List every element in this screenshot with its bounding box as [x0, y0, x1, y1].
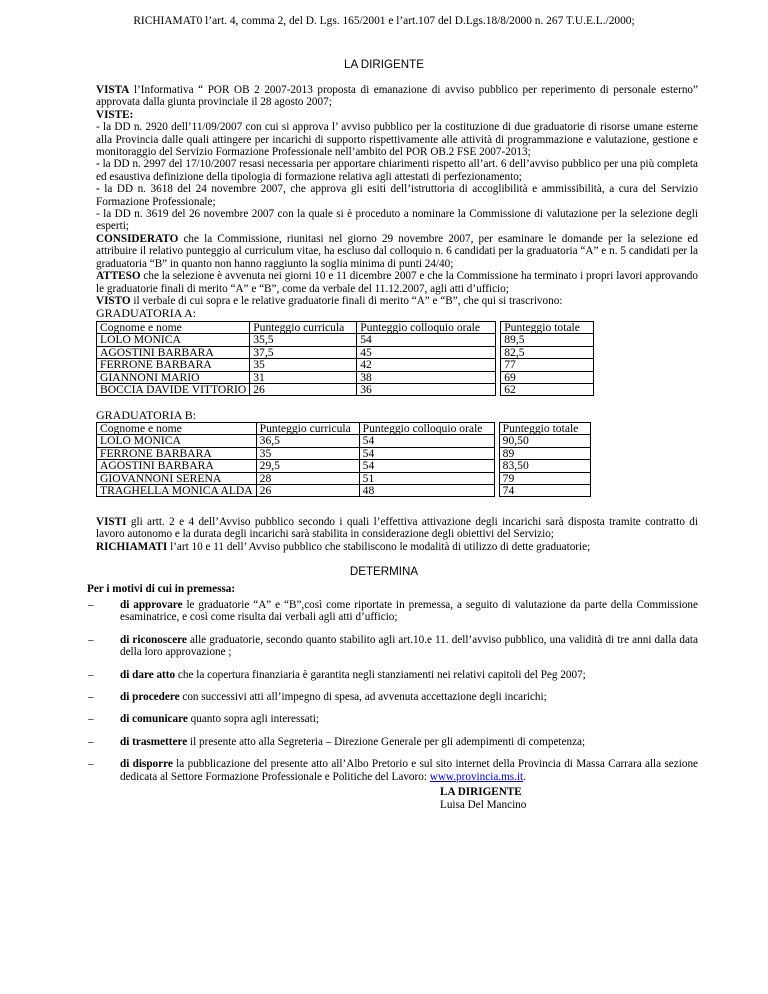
list-item: – di procedere con successivi atti all’impegno di spesa, ad avvenuta accettazione degli incarichi; — [88, 691, 547, 704]
dash-bullet-icon: – — [88, 691, 94, 704]
table-cell: FERRONE BARBARA — [97, 359, 250, 371]
table-row — [97, 359, 594, 371]
table-row — [97, 384, 594, 396]
signature-role: LA DIRIGENTE — [440, 786, 522, 798]
table-header-cell: Punteggio totale — [501, 322, 594, 334]
dash-bullet-icon: – — [88, 713, 94, 726]
premise-considerato: CONSIDERATO che la Commissione, riunitasi nel giorno 29 novembre 2007, per esaminare le domande per la selezione ed attribuire il relativo punteggio al curriculum vitae, ha escluso dal colloquio n. 6 candidati per la graduatoria “A” e n. 5 candidati per la graduatoria “B” in quanto non hanno raggiunto la soglia minima di punti 24/40; — [96, 232, 698, 270]
section-title-dirigente: LA DIRIGENTE — [344, 58, 424, 71]
list-item: – di trasmettere il presente atto alla Segreteria – Direzione Generale per gli adempimenti di competenza; — [88, 735, 586, 748]
table-row — [97, 447, 591, 459]
table-cell: 35,5 — [250, 334, 357, 346]
table-cell: 45 — [357, 346, 496, 358]
table-cell: 54 — [359, 447, 494, 459]
table-cell: 83,50 — [499, 460, 590, 472]
table-cell: 62 — [501, 384, 594, 396]
premise-dd-3619: - la DD n. 3619 del 26 novembre 2007 con la quale si è proceduto a nominare la Commissione di valutazione per la selezione degli esperti; — [96, 208, 698, 233]
table-header-row — [97, 322, 594, 334]
table-cell: 35 — [256, 447, 359, 459]
table-cell: 35 — [250, 359, 357, 371]
table-cell: 74 — [499, 485, 590, 497]
dash-bullet-icon: – — [88, 599, 94, 611]
table-row — [97, 472, 591, 484]
table-cell: 69 — [501, 371, 594, 383]
list-item: – di disporre la pubblicazione del presente atto all’Albo Pretorio e sul sito internet della Provincia di Massa Carrara alla sezione dedicata al Settore Formazione Professionale e Politiche del Lavoro: www.provincia.ms.it. — [88, 758, 698, 783]
table-cell: 51 — [359, 472, 494, 484]
table-header-cell: Punteggio colloquio orale — [357, 322, 496, 334]
table-cell: 31 — [250, 371, 357, 383]
table-cell: 77 — [501, 359, 594, 371]
list-item: – di riconoscere alle graduatorie, secondo quanto stabilito agli art.10.e 11. dell’avviso pubblico, una validità di tre anni dalla data della loro approvazione ; — [88, 633, 699, 659]
table-cell: 54 — [359, 435, 494, 447]
determination-list — [88, 599, 698, 793]
table-cell: 90,50 — [499, 435, 590, 447]
determina-heading: DETERMINA — [349, 565, 419, 578]
signature-block — [440, 786, 526, 811]
table-header-row — [97, 423, 591, 435]
dash-bullet-icon: – — [88, 758, 94, 771]
table-cell: LOLO MONICA — [97, 334, 250, 346]
table-cell: BOCCIA DAVIDE VITTORIO — [97, 384, 250, 396]
table-header-cell: Punteggio totale — [499, 423, 590, 435]
table-row — [97, 435, 591, 447]
table-cell: 89 — [499, 447, 590, 459]
table-cell: 89,5 — [501, 334, 594, 346]
document-header: RICHIAMAT0 l’art. 4, comma 2, del D. Lgs. 165/2001 e l’art.107 del D.Lgs.18/8/2000 n. 267 T.U.E.L./2000; — [133, 15, 635, 27]
table-cell: 36,5 — [256, 435, 359, 447]
table-cell: 26 — [250, 384, 357, 396]
premise-atteso: ATTESO che la selezione è avvenuta nei giorni 10 e 11 dicembre 2007 e che la Commissione ha terminato i propri lavori approvando le graduatorie finali di merito “A” e “B”, come da verbale del 11.12.2007, agli atti d’ufficio; — [96, 270, 698, 295]
motivi-heading: Per i motivi di cui in premessa: — [87, 583, 236, 595]
premises-block — [96, 84, 698, 307]
table-header-cell: Cognome e nome — [97, 322, 250, 334]
table-header-cell: Cognome e nome — [97, 423, 257, 435]
table-cell: FERRONE BARBARA — [97, 447, 257, 459]
table-cell: 42 — [357, 359, 496, 371]
table-header-cell: Punteggio curricula — [256, 423, 359, 435]
table-row — [97, 371, 594, 383]
table-cell: 29,5 — [256, 460, 359, 472]
table-cell: 48 — [359, 485, 494, 497]
table-cell: 54 — [359, 460, 494, 472]
graduatoria-b-label: GRADUATORIA B: — [96, 408, 197, 422]
table-cell: LOLO MONICA — [97, 435, 257, 447]
table-cell: AGOSTINI BARBARA — [97, 460, 257, 472]
list-item: – di approvare le graduatorie “A” e “B”,così come riportate in premessa, a seguito di valutazione da parte della Commissione esaminatrice, e così come risulta dai verbali agli atti d’ufficio; — [88, 599, 698, 624]
table-row — [97, 460, 591, 472]
graduatoria-a-table — [96, 321, 594, 396]
paragraph-richiamati: RICHIAMATI l’art 10 e 11 dell’ Avviso pubblico che stabiliscono le modalità di utilizzo di dette graduatorie; — [96, 540, 591, 553]
table-cell: AGOSTINI BARBARA — [97, 346, 250, 358]
table-cell: GIANNONI MARIO — [97, 371, 250, 383]
premise-dd-3618: - la DD n. 3618 del 24 novembre 2007, che approva gli esiti dell’istruttoria di accoglibilità e ammissibilità, a cura del Servizio Formazione Professionale; — [96, 183, 698, 208]
table-cell: 37,5 — [250, 346, 357, 358]
table-cell: GIOVANNONI SERENA — [97, 472, 257, 484]
table-cell: 79 — [499, 472, 590, 484]
table-cell: 38 — [357, 371, 496, 383]
table-row — [97, 485, 591, 497]
premise-visto: VISTO il verbale di cui sopra e le relative graduatorie finali di merito “A” e “B”, che qui si trascrivono: — [96, 294, 563, 307]
table-cell: TRAGHELLA MONICA ALDA — [97, 485, 257, 497]
list-item: – di dare atto che la copertura finanziaria è garantita negli stanziamenti nei relativi capitoli del Peg 2007; — [88, 668, 586, 681]
graduatoria-a-label: GRADUATORIA A: — [96, 306, 197, 320]
list-item: – di comunicare quanto sopra agli interessati; — [88, 713, 319, 726]
premise-dd-2997: - la DD n. 2997 del 17/10/2007 resasi necessaria per apportare chiarimenti rispetto all’art. 6 dell’avviso pubblico per una più completa ed esaustiva definizione della tipologia di formazione relativa agli attestati di perfezionamento; — [96, 158, 698, 183]
table-row — [97, 334, 594, 346]
table-cell: 28 — [256, 472, 359, 484]
premise-viste: VISTE: — [96, 108, 134, 121]
table-cell: 54 — [357, 334, 496, 346]
post-table-block — [96, 516, 698, 553]
table-cell: 36 — [357, 384, 496, 396]
signature-name: Luisa Del Mancino — [440, 798, 527, 811]
table-cell: 82,5 — [501, 346, 594, 358]
dash-bullet-icon: – — [88, 668, 94, 681]
table-row — [97, 346, 594, 358]
graduatoria-b-table — [96, 422, 591, 497]
dash-bullet-icon: – — [88, 735, 94, 748]
table-header-cell: Punteggio curricula — [250, 322, 357, 334]
premise-vista: VISTA l’Informativa “ POR OB 2 2007-2013 proposta di emanazione di avviso pubblico per reperimento di personale esterno” approvata dalla giunta provinciale il 28 agosto 2007; — [96, 84, 698, 109]
table-header-cell: Punteggio colloquio orale — [359, 423, 494, 435]
table-cell: 26 — [256, 485, 359, 497]
premise-dd-2920: - la DD n. 2920 dell’11/09/2007 con cui si approva l’ avviso pubblico per la costituzione di due graduatorie di risorse umane esterne alla Provincia dalle quali attingere per incarichi di supporto rispettivamente alle attività di programmazione e valutazione, gestione e monitoraggio del Servizio Formazione Professionale nell’ambito del POR OB.2 FSE 2007-2013; — [96, 121, 698, 159]
paragraph-visti: VISTI gli artt. 2 e 4 dell’Avviso pubblico secondo i quali l’effettiva attivazione degli incarichi sarà disposta tramite contratto di lavoro autonomo e la durata degli incarichi sarà stabilita in considerazione degli obiettivi del Servizio; — [96, 516, 698, 541]
provincia-website-link[interactable]: www.provincia.ms.it — [429, 770, 524, 783]
dash-bullet-icon: – — [88, 633, 94, 646]
